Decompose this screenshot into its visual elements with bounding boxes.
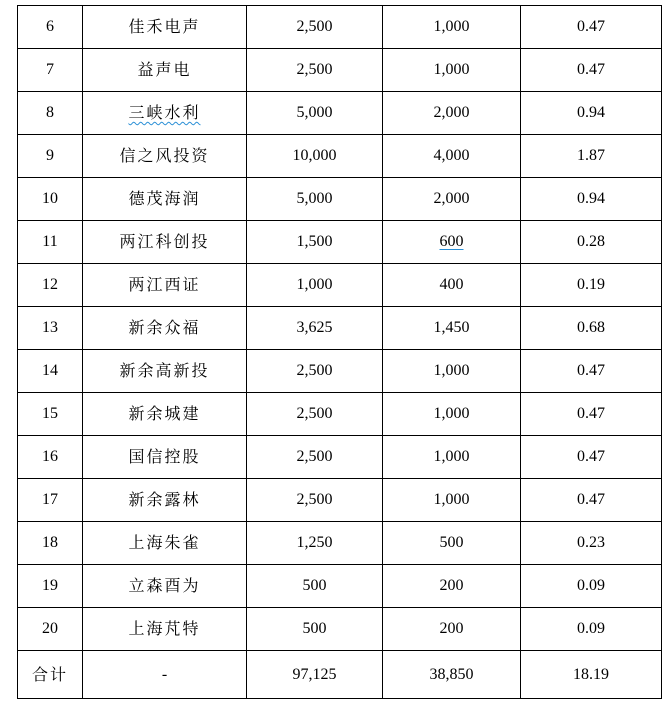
amount-cell: 5,000: [247, 92, 383, 135]
row-number-cell: 13: [18, 307, 83, 350]
row-number-cell: 6: [18, 6, 83, 49]
amount-cell: 2,500: [247, 436, 383, 479]
amount-cell: 1,250: [247, 522, 383, 565]
percentage-cell: 0.23: [521, 522, 662, 565]
table-row: [18, 92, 662, 135]
shares-cell: 500: [383, 522, 521, 565]
table-row: [18, 6, 662, 49]
table-row: [18, 479, 662, 522]
shareholder-name-cell: 上海芃特: [83, 608, 247, 651]
amount-cell: 3,625: [247, 307, 383, 350]
total-amount-cell: 97,125: [247, 651, 383, 699]
row-number-cell: 9: [18, 135, 83, 178]
underlined-shares-value[interactable]: 600: [439, 233, 464, 250]
shares-cell: 1,000: [383, 479, 521, 522]
shareholder-name-cell: 佳禾电声: [83, 6, 247, 49]
amount-cell: 2,500: [247, 49, 383, 92]
shareholder-name-cell: 上海朱雀: [83, 522, 247, 565]
percentage-cell: 0.09: [521, 565, 662, 608]
percentage-cell: 0.09: [521, 608, 662, 651]
row-number-cell: 10: [18, 178, 83, 221]
percentage-cell: 0.94: [521, 92, 662, 135]
percentage-cell: 0.68: [521, 307, 662, 350]
row-number-cell: 15: [18, 393, 83, 436]
shares-cell: 200: [383, 608, 521, 651]
shares-cell: 1,000: [383, 350, 521, 393]
shares-cell: 2,000: [383, 178, 521, 221]
shares-cell: 1,000: [383, 6, 521, 49]
total-label-cell: 合计: [18, 651, 83, 699]
row-number-cell: 8: [18, 92, 83, 135]
row-number-cell: 17: [18, 479, 83, 522]
shareholder-name-cell: 两江科创投: [83, 221, 247, 264]
shareholder-name-cell: 德茂海润: [83, 178, 247, 221]
shareholder-name-cell: 两江西证: [83, 264, 247, 307]
table-row: [18, 608, 662, 651]
table-row: [18, 264, 662, 307]
shareholder-name-cell: 立森酉为: [83, 565, 247, 608]
shares-cell: 1,000: [383, 436, 521, 479]
amount-cell: 1,500: [247, 221, 383, 264]
row-number-cell: 19: [18, 565, 83, 608]
table-row: [18, 522, 662, 565]
shareholder-name-cell: 新余众福: [83, 307, 247, 350]
table-row: [18, 307, 662, 350]
table-row: [18, 221, 662, 264]
shares-cell: 2,000: [383, 92, 521, 135]
table-row: [18, 393, 662, 436]
amount-cell: 2,500: [247, 6, 383, 49]
shares-cell: 1,000: [383, 393, 521, 436]
shares-cell: 4,000: [383, 135, 521, 178]
shareholder-name-cell: 益声电: [83, 49, 247, 92]
table-row: [18, 135, 662, 178]
table-row: [18, 178, 662, 221]
amount-cell: 10,000: [247, 135, 383, 178]
shareholder-name-cell: 新余高新投: [83, 350, 247, 393]
amount-cell: 1,000: [247, 264, 383, 307]
row-number-cell: 20: [18, 608, 83, 651]
shares-cell: [383, 221, 521, 264]
percentage-cell: 0.47: [521, 6, 662, 49]
percentage-cell: 0.47: [521, 393, 662, 436]
percentage-cell: 0.47: [521, 49, 662, 92]
total-shares-cell: 38,850: [383, 651, 521, 699]
amount-cell: 2,500: [247, 479, 383, 522]
table-row: [18, 436, 662, 479]
shares-cell: 200: [383, 565, 521, 608]
shares-cell: 1,450: [383, 307, 521, 350]
table-row: [18, 49, 662, 92]
percentage-cell: 0.28: [521, 221, 662, 264]
percentage-cell: 1.87: [521, 135, 662, 178]
amount-cell: 2,500: [247, 393, 383, 436]
row-number-cell: 18: [18, 522, 83, 565]
amount-cell: 500: [247, 608, 383, 651]
percentage-cell: 0.47: [521, 479, 662, 522]
amount-cell: 5,000: [247, 178, 383, 221]
table-row: [18, 565, 662, 608]
percentage-cell: 0.94: [521, 178, 662, 221]
total-row: [18, 651, 662, 699]
shareholder-name-cell: 信之风投资: [83, 135, 247, 178]
amount-cell: 500: [247, 565, 383, 608]
total-name-cell: -: [83, 651, 247, 699]
shares-cell: 400: [383, 264, 521, 307]
percentage-cell: 0.47: [521, 350, 662, 393]
row-number-cell: 14: [18, 350, 83, 393]
table-row: [18, 350, 662, 393]
percentage-cell: 0.47: [521, 436, 662, 479]
row-number-cell: 11: [18, 221, 83, 264]
amount-cell: 2,500: [247, 350, 383, 393]
row-number-cell: 12: [18, 264, 83, 307]
shares-cell: 1,000: [383, 49, 521, 92]
shareholder-name-cell: [83, 92, 247, 135]
spellcheck-marked-name[interactable]: 三峡水利: [128, 103, 201, 122]
row-number-cell: 7: [18, 49, 83, 92]
shareholding-table: [17, 5, 662, 699]
shareholder-name-cell: 国信控股: [83, 436, 247, 479]
percentage-cell: 0.19: [521, 264, 662, 307]
total-percentage-cell: 18.19: [521, 651, 662, 699]
shareholder-name-cell: 新余城建: [83, 393, 247, 436]
row-number-cell: 16: [18, 436, 83, 479]
shareholder-name-cell: 新余露林: [83, 479, 247, 522]
